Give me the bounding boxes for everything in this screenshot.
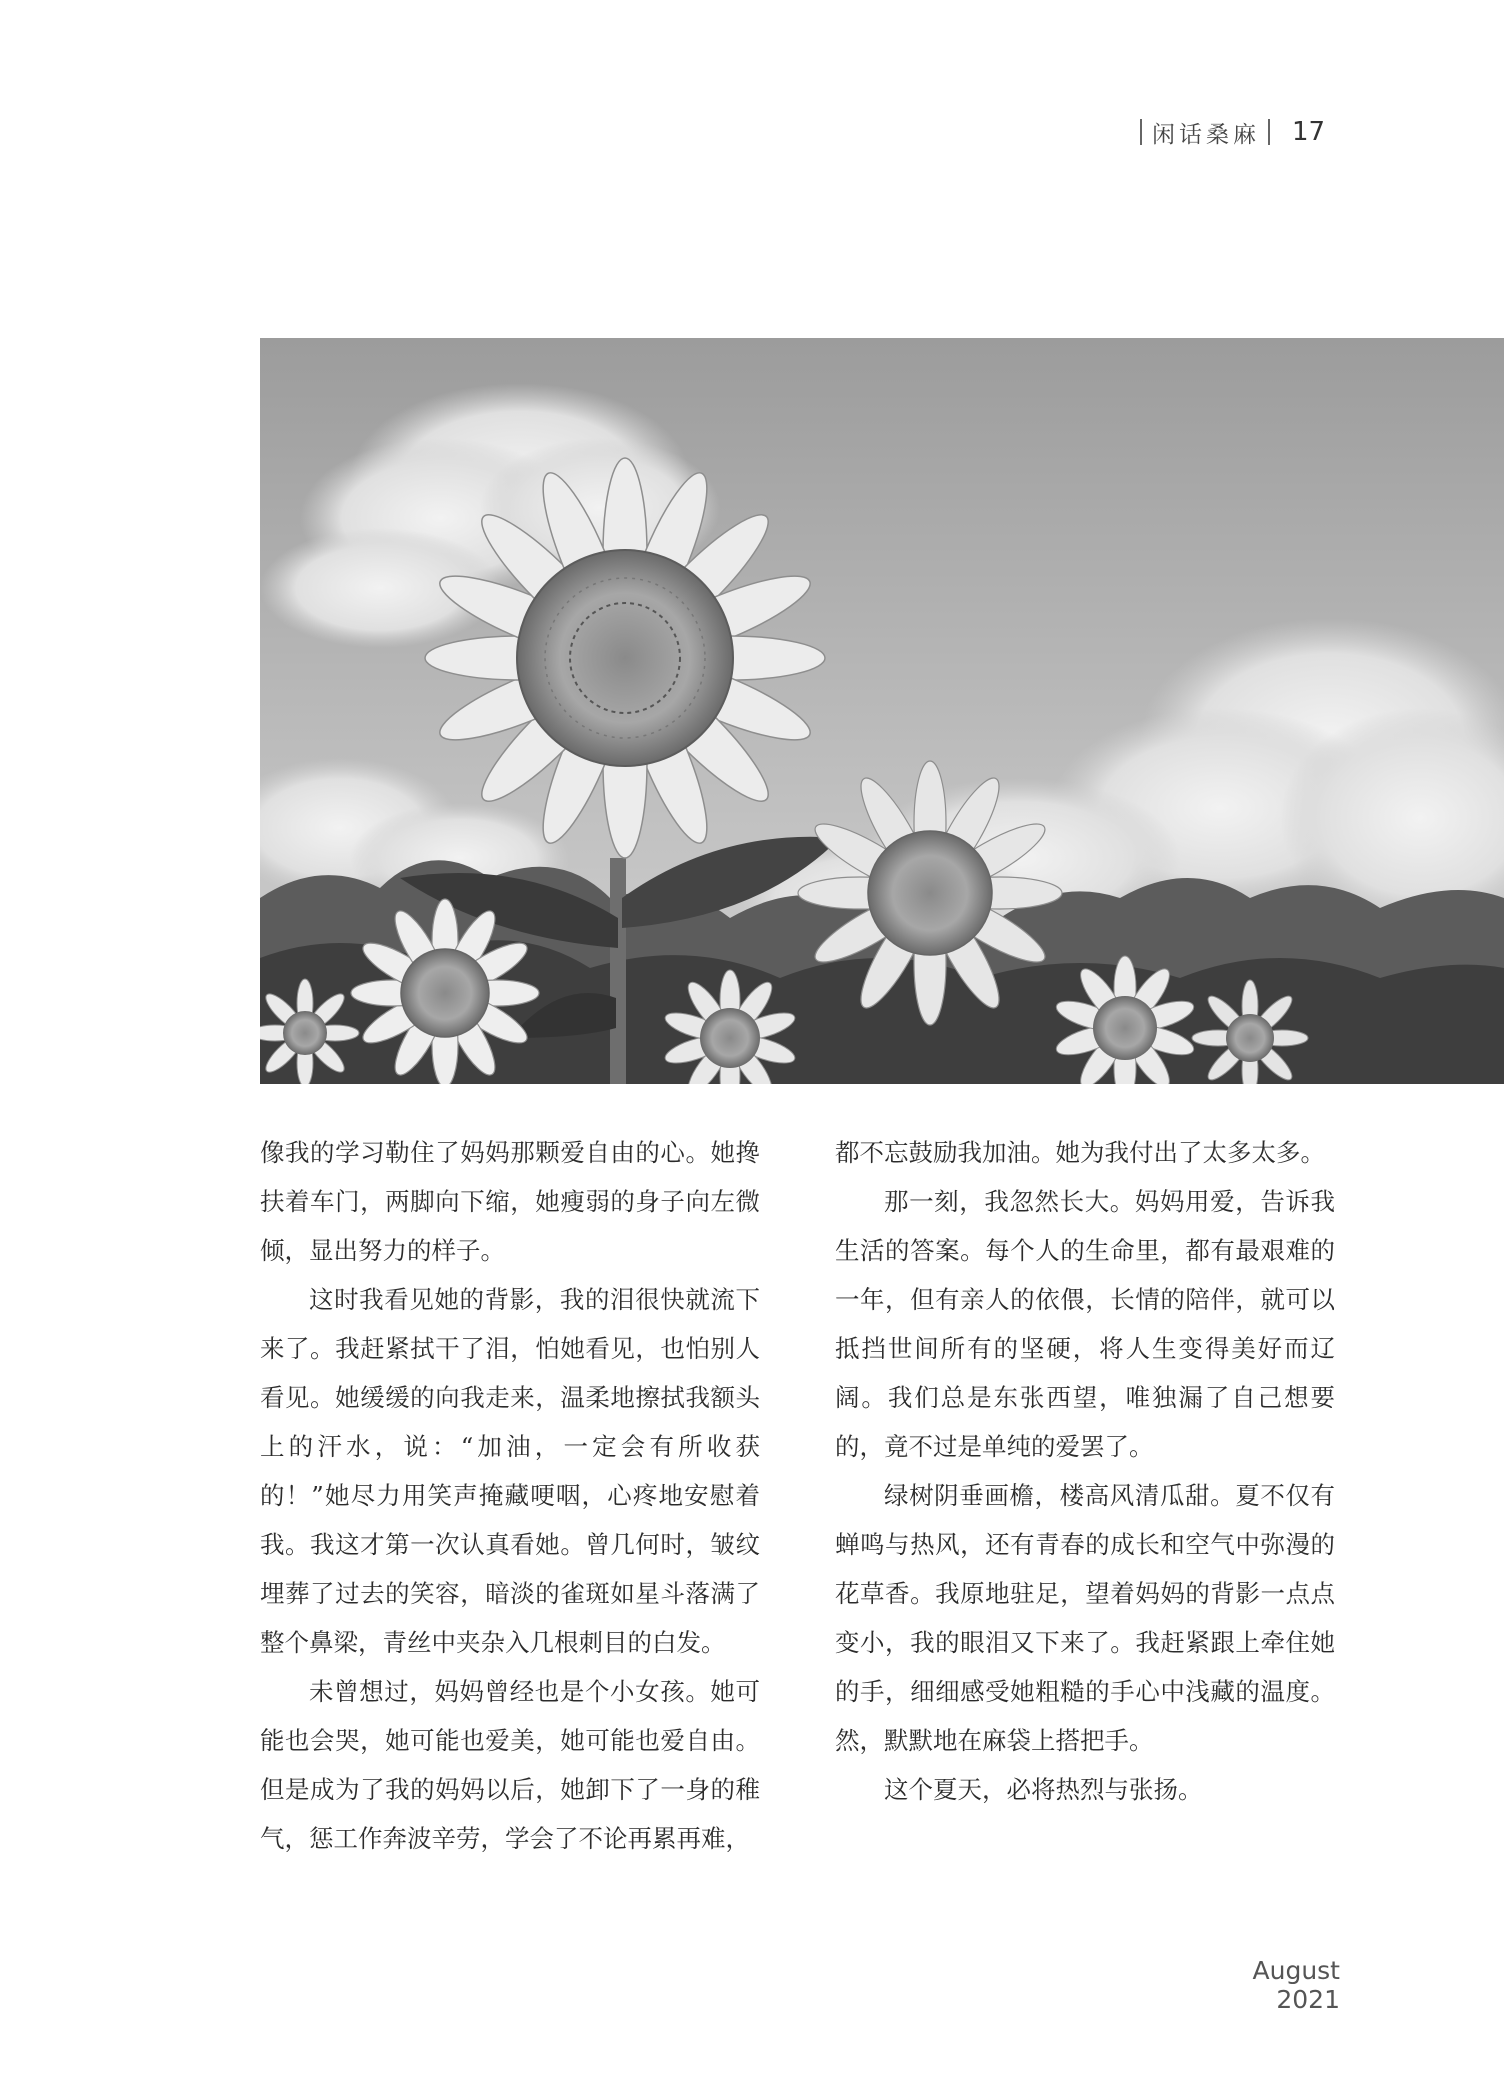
article-right-column <box>835 1128 1335 1814</box>
running-header <box>1140 112 1340 152</box>
paragraph: 绿树阴垂画檐，楼高风清瓜甜。夏不仅有蝉鸣与热风，还有青春的成长和空气中弥漫的花草香。我原地驻足，望着妈妈的背影一点点变小，我的眼泪又下来了。我赶紧跟上牵住她的手，细细感受她粗糙的手心中浅藏的温度。然，默默地在麻袋上搭把手。 <box>835 1481 1335 1755</box>
paragraph: 未曾想过，妈妈曾经也是个小女孩。她可能也会哭，她可能也爱美，她可能也爱自由。但是成为了我的妈妈以后，她卸下了一身的稚气，惩工作奔波辛劳，学会了不论再累再难， <box>260 1677 760 1853</box>
header-divider-left <box>1140 119 1142 145</box>
paragraph: 这个夏天，必将热烈与张扬。 <box>884 1775 1203 1804</box>
sunflower-illustration <box>260 338 1504 1084</box>
main-sunflower <box>425 458 825 858</box>
paragraph: 那一刻，我忽然长大。妈妈用爱，告诉我生活的答案。每个人的生命里，都有最艰难的一年，但有亲人的依偎，长情的陪伴，就可以抵挡世间所有的坚硬，将人生变得美好而辽阔。我们总是东张西望，唯独漏了自己想要的，竟不过是单纯的爱罢了。 <box>835 1187 1335 1461</box>
article-left-column <box>260 1128 760 1863</box>
paragraph: 都不忘鼓励我加油。她为我付出了太多太多。 <box>835 1138 1325 1167</box>
paragraph: 这时我看见她的背影，我的泪很快就流下来了。我赶紧拭干了泪，怕她看见，也怕别人看见。她缓缓的向我走来，温柔地擦拭我额头上的汗水，说：“加油，一定会有所收获的！”她尽力用笑声掩藏哽咽，心疼地安慰着我。我这才第一次认真看她。曾几何时，皱纹埋葬了过去的笑容，暗淡的雀斑如星斗落满了整个鼻梁，青丝中夹杂入几根刺目的白发。 <box>260 1285 760 1657</box>
header-divider-right <box>1268 119 1270 145</box>
paragraph: 像我的学习勒住了妈妈那颗爱自由的心。她搀扶着车门，两脚向下缩，她瘦弱的身子向左微倾，显出努力的样子。 <box>260 1138 760 1265</box>
page-number: 17 <box>1292 117 1326 147</box>
section-title: 闲话桑麻 <box>1152 121 1260 148</box>
issue-date: August 2021 <box>1252 1956 1340 2014</box>
